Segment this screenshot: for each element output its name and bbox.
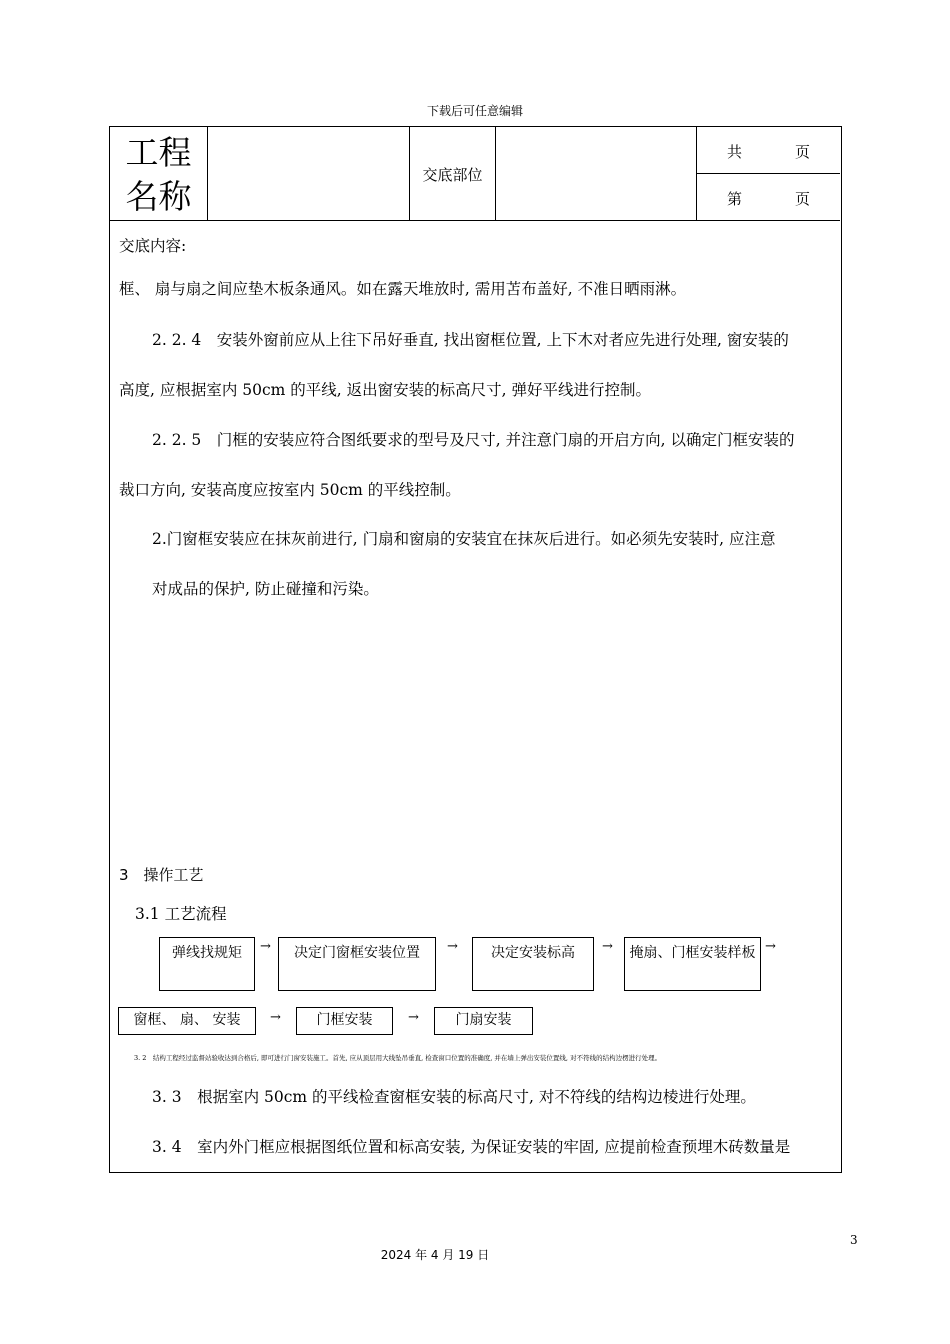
flow-arrow: →: [260, 939, 271, 954]
disclosure-table: [109, 126, 842, 1173]
project-name-label: [110, 131, 207, 219]
paragraph-4-line1: 2.门窗框安装应在抹灰前进行, 门扇和窗扇的安装宜在抹灰后进行。如必须先安装时, 应注意: [152, 530, 776, 548]
flow-step-elevation: 决定安装标高: [472, 937, 594, 991]
flow-arrow: →: [602, 939, 613, 954]
location-value[interactable]: [496, 127, 696, 220]
paragraph-2-line2: 高度, 应根据室内 50cm 的平线, 返出窗安装的标高尺寸, 弹好平线进行控制。: [119, 381, 652, 399]
paragraph-3-line1: 2. 2. 5 门框的安装应符合图纸要求的型号及尺寸, 并注意门扇的开启方向, 以确定门框安装的: [152, 431, 795, 449]
flow-step-snap-line: 弹线找规矩: [159, 937, 255, 991]
paragraph-2-line1: 2. 2. 4 安装外窗前应从上往下吊好垂直, 找出窗框位置, 上下木对者应先进行处理, 窗安装的: [152, 331, 789, 349]
paragraph-3-line2: 裁口方向, 安装高度应按室内 50cm 的平线控制。: [119, 481, 461, 499]
total-pages-unit: 页: [795, 143, 811, 161]
section-3-heading: 3 操作工艺: [119, 866, 204, 884]
section-3-1-heading: 3.1 工艺流程: [135, 905, 227, 923]
flow-step-sample-install: 掩扇、门框安装样板: [624, 937, 761, 991]
project-label-line1: 工程: [125, 133, 192, 172]
page-number: 3: [850, 1233, 858, 1247]
location-label: 交底部位: [422, 166, 483, 184]
paragraph-3-4: 3. 4 室内外门框应根据图纸位置和标高安装, 为保证安装的牢固, 应提前检查预埋木砖数量是: [152, 1138, 791, 1156]
paragraph-3-3: 3. 3 根据室内 50cm 的平线检查窗框安装的标高尺寸, 对不符线的结构边棱进行处理。: [152, 1088, 756, 1106]
page-no-unit: 页: [795, 190, 811, 208]
flow-arrow: →: [447, 939, 458, 954]
paragraph-1: 框、 扇与扇之间应垫木板条通风。如在露天堆放时, 需用苫布盖好, 不准日晒雨淋。: [119, 280, 687, 298]
flow-step-frame-position: 决定门窗框安装位置: [278, 937, 436, 991]
project-label-line2: 名称: [125, 177, 192, 216]
flow-step-door-frame-install: 门框安装: [296, 1007, 393, 1035]
flow-arrow: →: [408, 1010, 419, 1025]
flow-arrow: →: [270, 1010, 281, 1025]
flow-step-door-leaf-install: 门扇安装: [434, 1007, 533, 1035]
page-header: 下载后可任意编辑: [426, 104, 523, 118]
paragraph-4-line2: 对成品的保护, 防止碰撞和污染。: [152, 580, 379, 598]
page-no-label: 第: [727, 190, 743, 208]
content-heading: 交底内容:: [119, 237, 187, 255]
total-pages-label: 共: [727, 143, 743, 161]
page-date: 2024 年 4 月 19 日: [380, 1248, 490, 1262]
project-name-value[interactable]: [208, 127, 409, 220]
note-3-2: 3. 2 结构工程经过监督站验收达到合格后, 即可进行门窗安装施工。首先, 应从顶层用大线坠吊垂直, 检查窗口位置的准确度, 并在墙上弹出安装位置线, 对不符线的结构边楞进行处理。: [134, 1054, 662, 1062]
flow-arrow: →: [765, 939, 776, 954]
flow-step-window-install: 窗框、 扇、 安装: [118, 1007, 256, 1035]
